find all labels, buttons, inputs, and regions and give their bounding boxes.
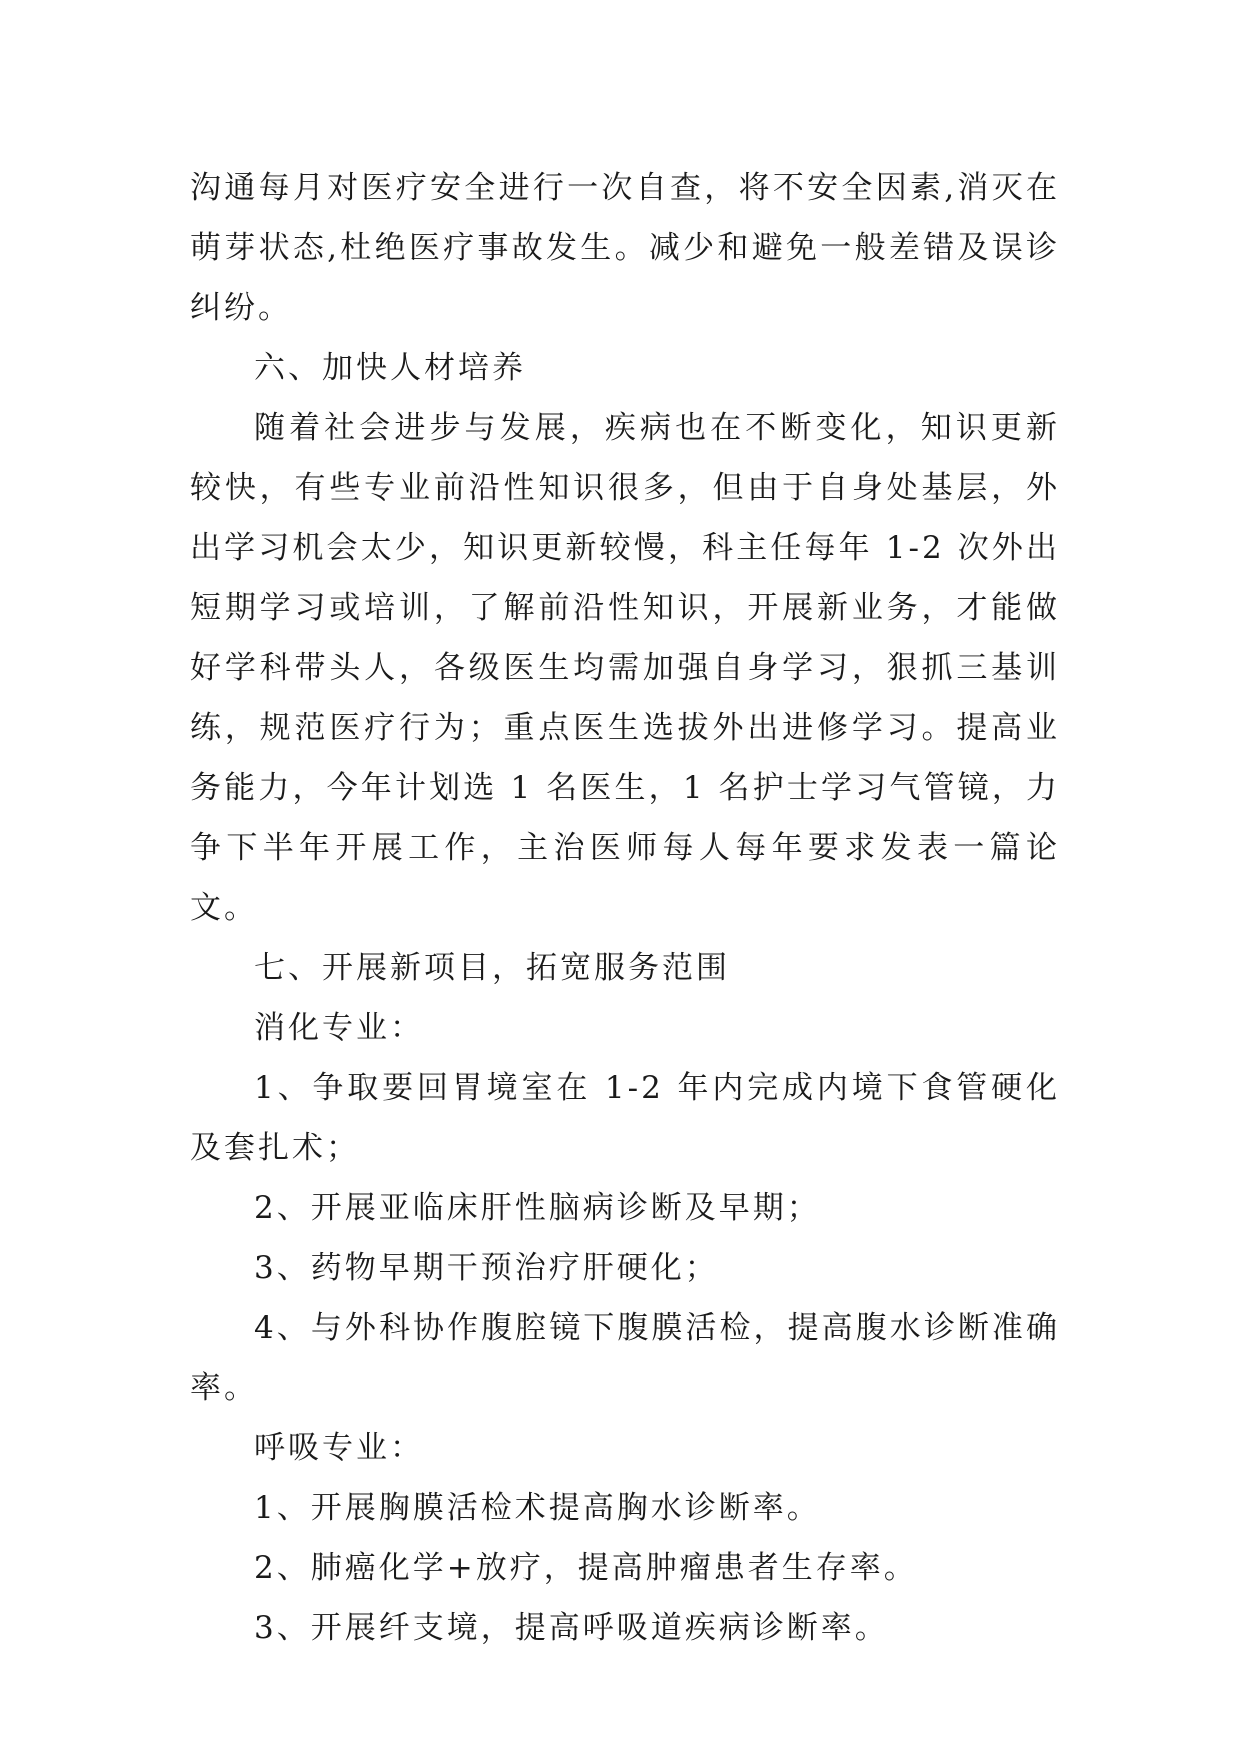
document-body	[190, 158, 1060, 1658]
list-item-respiratory-3: 3、开展纤支境，提高呼吸道疾病诊断率。	[254, 1610, 889, 1646]
list-item-digestive-1: 1、争取要回胃境室在 1-2 年内完成内境下食管硬化及套扎术；	[190, 1070, 1060, 1166]
paragraph-continuation: 沟通每月对医疗安全进行一次自查，将不安全因素,消灭在萌芽状态,杜绝医疗事故发生。减少和避免一般差错及误诊纠纷。	[190, 170, 1060, 326]
paragraph-talent-training: 随着社会进步与发展，疾病也在不断变化，知识更新较快，有些专业前沿性知识很多，但由于自身处基层，外出学习机会太少，知识更新较慢，科主任每年 1-2 次外出短期学习或培训，了解前沿性知识，开展新业务，才能做好学科带头人，各级医生均需加强自身学习，狠抓三基训练，规范医疗行为；重点医生选拔外出进修学习。提高业务能力，今年计划选 1 名医生，1 名护士学习气管镜，力争下半年开展工作，主治医师每人每年要求发表一篇论文。	[190, 410, 1060, 926]
subheading-digestive: 消化专业：	[254, 1010, 424, 1046]
section-heading-talent-training: 六、加快人材培养	[254, 350, 526, 386]
list-item-digestive-3: 3、药物早期干预治疗肝硬化；	[254, 1250, 719, 1286]
subheading-respiratory: 呼吸专业：	[254, 1430, 424, 1466]
list-item-digestive-2: 2、开展亚临床肝性脑病诊断及早期；	[254, 1190, 821, 1226]
section-heading-new-projects: 七、开展新项目，拓宽服务范围	[254, 950, 730, 986]
list-item-digestive-4: 4、与外科协作腹腔镜下腹膜活检，提高腹水诊断准确率。	[190, 1310, 1060, 1406]
list-item-respiratory-1: 1、开展胸膜活检术提高胸水诊断率。	[254, 1490, 821, 1526]
list-item-respiratory-2: 2、肺癌化学+放疗，提高肿瘤患者生存率。	[254, 1550, 918, 1586]
